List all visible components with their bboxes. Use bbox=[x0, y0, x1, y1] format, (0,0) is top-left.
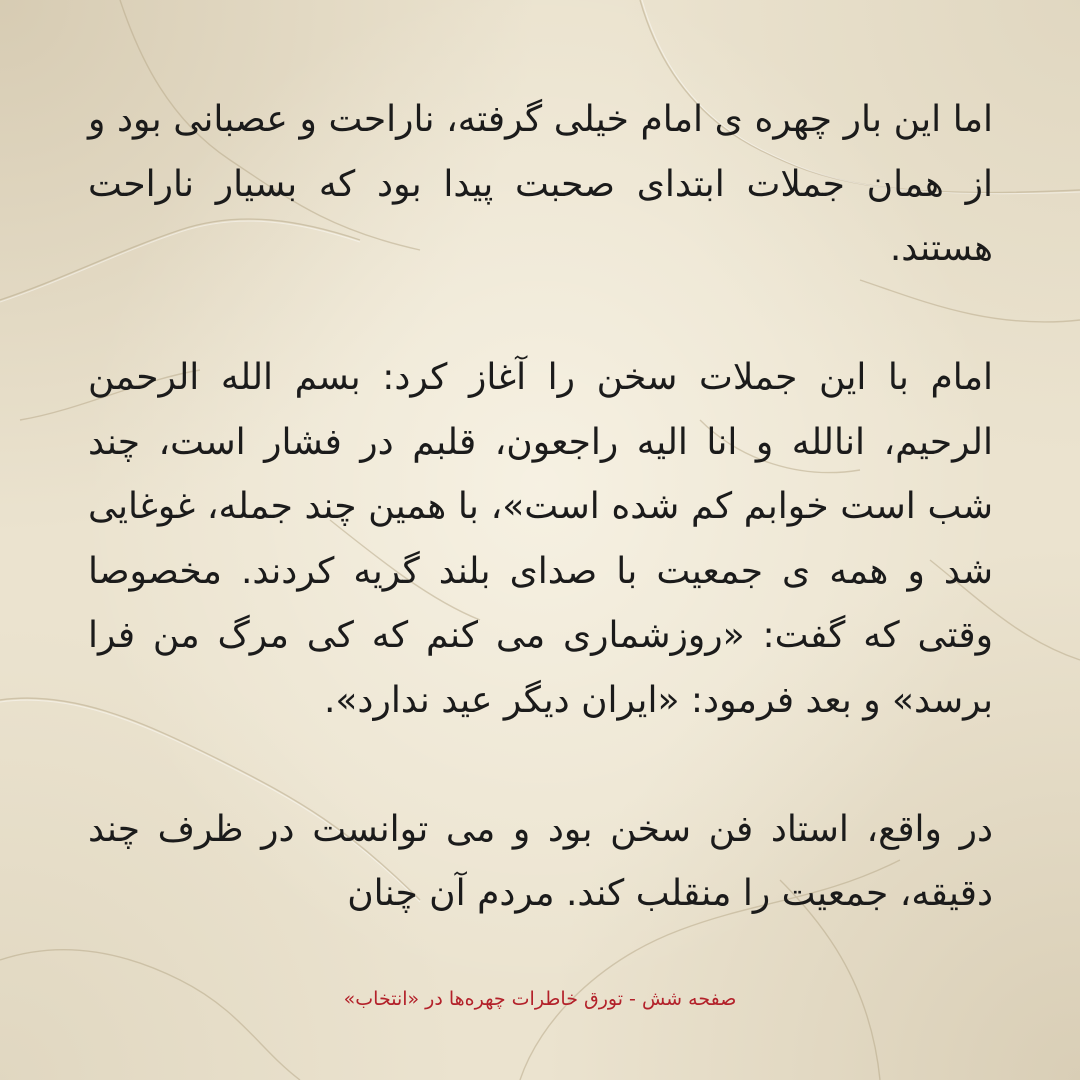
paragraph-1: اما این بار چهره ی امام خیلی گرفته، ناراحت و عصبانی بود و از همان جملات ابتدای صحبت پیدا بود که بسیار ناراحت هستند. bbox=[88, 99, 993, 269]
paragraph-gap bbox=[88, 733, 993, 798]
paragraph-gap bbox=[88, 282, 993, 347]
paragraph-2: امام با این جملات سخن را آغاز کرد: بسم الله الرحمن الرحیم، انالله و انا الیه راجعون، قلبم در فشار است، چند شب است خوابم کم شده است»، با همین چند جمله، غوغایی شد و همه ی جمعیت با صدای بلند گریه کردند. مخصوصا وقتی که گفت: «روزشماری می کنم که کی مرگ من فرا برسد» و بعد فرمود: «ایران دیگر عید ندارد». bbox=[88, 357, 993, 721]
page-caption: صفحه شش - تورق خاطرات چهره‌ها در «انتخاب» bbox=[343, 988, 737, 1010]
article-text bbox=[88, 88, 993, 927]
paragraph-3: در واقع، استاد فن سخن بود و می توانست در ظرف چند دقیقه، جمعیت را منقلب کند. مردم آن چنان bbox=[88, 808, 993, 914]
